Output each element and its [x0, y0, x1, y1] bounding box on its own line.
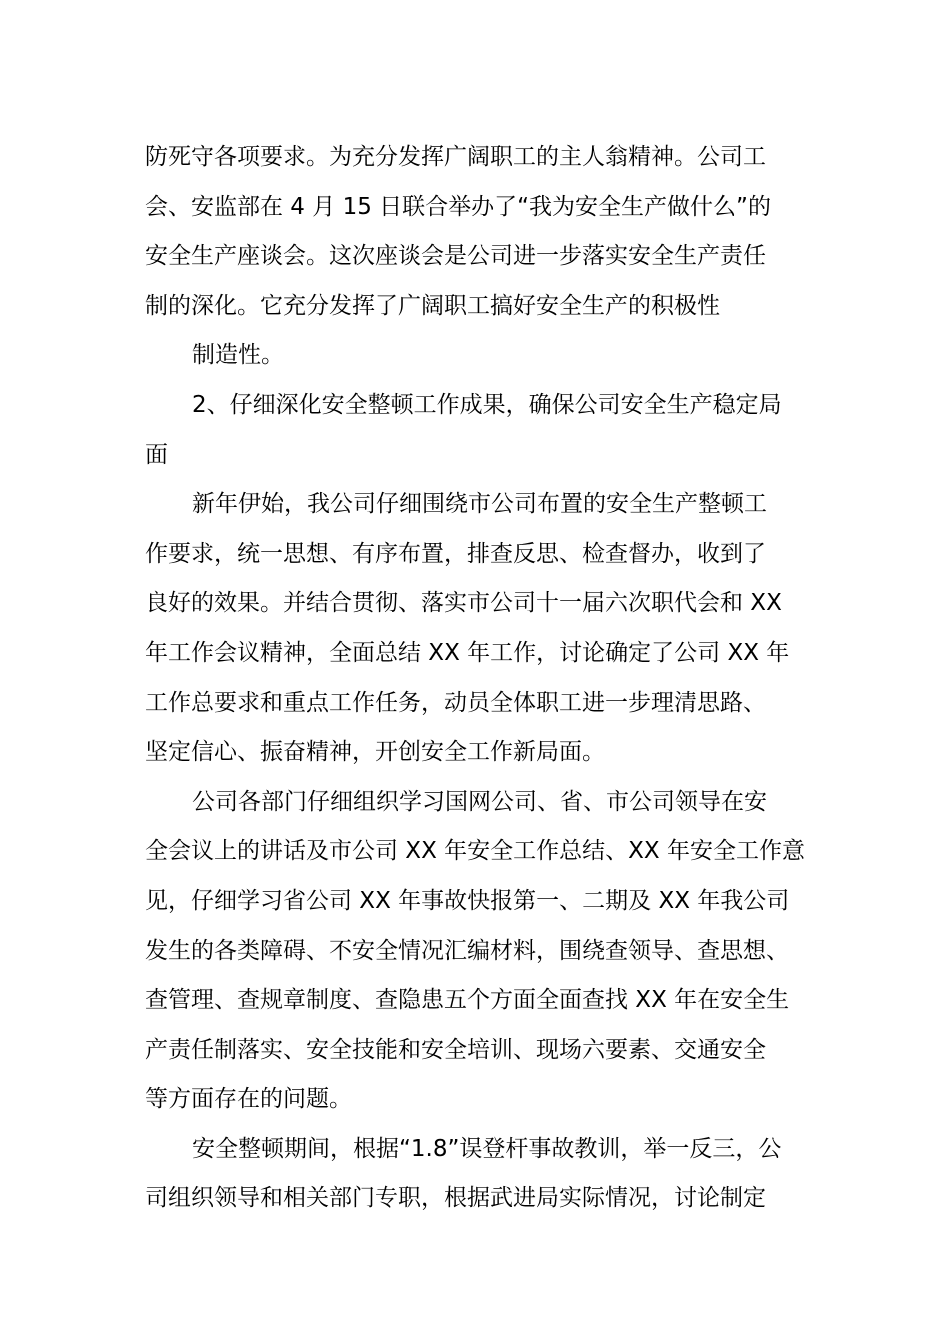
text-line: 防死守各项要求。为充分发挥广阔职工的主人翁精神。公司工 [145, 144, 766, 170]
paragraph-start: 安全整顿期间，根据“1.8”误登杆事故教训，举一反三，公 [192, 1135, 782, 1162]
document-body [145, 133, 825, 1224]
text-line: 年工作会议精神，全面总结 XX 年工作，讨论确定了公司 XX 年 [145, 639, 790, 666]
text-line: 安全生产座谈会。这次座谈会是公司进一步落实安全生产责任 [145, 243, 766, 270]
text-line: 司组织领导和相关部门专职，根据武进局实际情况，讨论制定 [145, 1185, 766, 1212]
text-line: 见，仔细学习省公司 XX 年事故快报第一、二期及 XX 年我公司 [145, 887, 790, 914]
text-line: 工作总要求和重点工作任务，动员全体职工进一步理清思路、 [145, 689, 766, 716]
text-line: 良好的效果。并结合贯彻、落实市公司十一届六次职代会和 XX [145, 590, 782, 617]
paragraph-start: 新年伊始，我公司仔细围绕市公司布置的安全生产整顿工 [192, 491, 767, 518]
paragraph-start: 公司各部门仔细组织学习国网公司、省、市公司领导在安 [192, 788, 767, 815]
text-line: 坚定信心、振奋精神，开创安全工作新局面。 [145, 739, 605, 766]
section-heading-continuation: 面 [145, 441, 168, 468]
text-line: 等方面存在的问题。 [145, 1086, 352, 1113]
text-line: 发生的各类障碍、不安全情况汇编材料，围绕查领导、查思想、 [145, 937, 789, 964]
section-heading: 2、仔细深化安全整顿工作成果，确保公司安全生产稳定局 [192, 391, 782, 418]
text-line: 作要求，统一思想、有序布置，排查反思、检查督办，收到了 [145, 540, 766, 567]
text-line: 会、安监部在 4 月 15 日联合举办了“我为安全生产做什么”的 [145, 193, 771, 220]
text-line: 查管理、查规章制度、查隐患五个方面全面查找 XX 年在安全生 [145, 987, 790, 1014]
text-line: 制的深化。它充分发挥了广阔职工搞好安全生产的积极性 [145, 292, 720, 319]
text-line: 制造性。 [192, 342, 284, 369]
text-line: 全会议上的讲话及市公司 XX 年安全工作总结、XX 年安全工作意 [145, 838, 805, 865]
text-line: 产责任制落实、安全技能和安全培训、现场六要素、交通安全 [145, 1036, 766, 1063]
